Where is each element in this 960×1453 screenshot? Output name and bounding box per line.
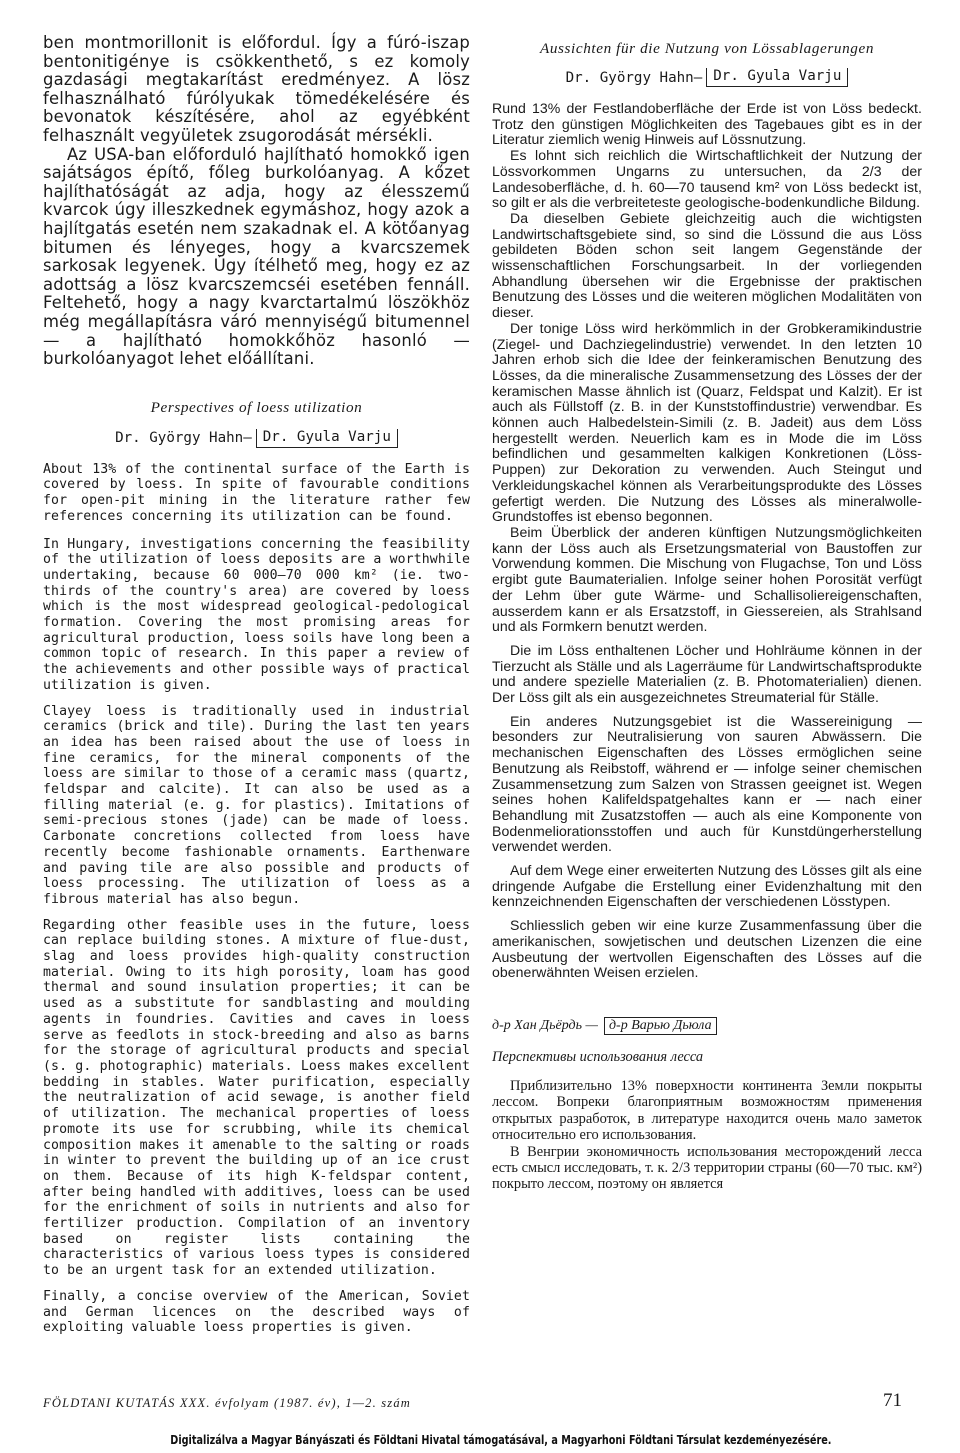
russian-author-2: д-р Варью Дьюла	[604, 1017, 717, 1035]
german-paragraph-1: Es lohnt sich reichlich die Wirtschaftlichkeit der Nutzung der Lössvorkommen Ungarns zu untersuchen, da 2/3 der Landesoberfläche, d. h. 60—70 tausend km² von Löss bedeckt ist, so gilt er als die verbreiteteste geologische-bodenkundliche Bildung.	[492, 147, 922, 211]
english-body-4	[43, 1289, 470, 1336]
russian-title: Перспективы использования лесса	[492, 1048, 704, 1065]
english-paragraph-3: Regarding other feasible uses in the future, loess can replace building stones. A mixture of flue-dust, slag and loess provides high-quality construction material. Owing to its high porosity, loam has good thermal and sound insulation properties; it can be used as a substitute for sandblasting and moulding agents in foundries. Cavities and caves in loess serve as feedlots in stock-breeding and also as barns for the storage of agricultural products and special (s. g. photographic) materials. Loess makes excellent bedding in stables. Water purification, especially the neutralization of acid sewage, is another field of utilization. The mechanical properties of loess promote its use for scrubbing, while its chemical composition makes it amenable to the salting or roads in winter to prevent the building up of an ice crust on them. Because of its high K-feldspar content, after being handled with additives, loess can be used for the enrichment of soils in nutrients and also for fertilizer production. Compilation of an inventory based on register lists containing the characteristics of various loess types is considered to be an urgent task for an extended utilization.	[43, 917, 470, 1279]
english-author-2: Dr. Gyula Varju	[256, 429, 398, 448]
german-authors	[492, 68, 922, 87]
right-column	[492, 40, 922, 1193]
german-paragraph-5: Die im Löss enthaltenen Löcher und Hohlräume können in der Tierzucht als Ställe und als Lagerräume für Landwirtschaftsprodukte und andere spezielle Materialien (z. B. Photomaterialien) dienen. Der Löss gilt als ein ausgezeichnetes Streumaterial für Ställe.	[492, 641, 922, 706]
german-author-2: Dr. Gyula Varju	[706, 68, 848, 87]
english-body-2	[43, 704, 470, 908]
english-author-1: Dr. György Hahn—	[115, 430, 252, 447]
english-abstract	[43, 462, 470, 525]
russian-authors	[492, 1017, 922, 1035]
german-paragraph-3: Der tonige Löss wird herkömmlich in der Grobkeramikindustrie (Ziegel- und Dachziegelindustrie) verwendet. In den letzten 10 Jahren erhob sich die Idee der feinkeramischen Benutzung des Lösses, da die mineralische Zusammensetzung des Lösses der der keramischen Masse ähnlich ist (Quarz, Feldspat und Kalzit). Er ist auch als Füllstoff (z. B. in der Kunststoffindustrie) verwendbar. Es können auch Halbedelstein-Simili (z. B. Jadeit) aus dem Löss hergestellt werden. Neuerlich kam es in Mode die im Löss befindlichen und gesammelten kalkigen Konkretionen (Löss-Puppen) zur Dekoration zu verwenden. Auch Steingut und Verkleidungskachel können als Verarbeitungsprodukte des Lösses gefertigt werden. Die Nutzung des Lösses als mineralwolle-Grundstoffes ist ebenso begonnen.	[492, 319, 922, 525]
journal-footer: FÖLDTANI KUTATÁS XXX. évfolyam (1987. év), 1—2. szám	[43, 1396, 412, 1410]
left-column	[43, 34, 470, 1336]
german-paragraph-7: Auf dem Wege einer erweiterten Nutzung des Lösses gilt als eine dringende Aufgabe die Erstellung einer Evidenzhaltung mit den kennzeichnenden Eigenschaften der verschiedenen Lösstypen.	[492, 862, 922, 910]
german-paragraph-6: Ein anderes Nutzungsgebiet ist die Wassereinigung — besonders zur Neutralisierung von sauren Abwässern. Die mechanischen Eigenschaften des Lösses ermöglichen seine Benutzung als Reibstoff, während er — infolge seiner chemischen Zusammensetzung zum Salzen von Strassen geeignet ist. Wegen seines hohen Kalifeldspatgehaltes kann er — nach einer Behandlung mit Zusatzstoffen — auch als eine Komponente von Bodenmeliorationsstoffen und auch für Kunstdüngerherstellung verwendet werden.	[492, 712, 922, 855]
hungarian-paragraph-2: Az USA-ban előforduló hajlítható homokkő igen sajátságos építő, főleg burkolóanyag. A kőzet hajlíthatóságát az adja, hogy az élesszemű kvarcok úgy illeszkednek egymáshoz, hogy azok a hajlítgatás esetén nem szakadnak el. A kötőanyag bitumen és lényeges, hogy a kvarcszemek sarkosak legyenek. Úgy ítélhető meg, hogy ez az adottság a lösz kvarcszemcséi esetében fennáll. Feltehető, hogy a nagy kvarctartalmú löszökhöz még megállapításra váró mennyiségű bitumennel — a hajlítható homokkőhöz hasonló — burkolóanyagot lehet előállítani.	[43, 144, 470, 369]
german-author-1: Dr. György Hahn—	[565, 69, 703, 86]
english-paragraph-4: Finally, a concise overview of the American, Soviet and German licences on the described ways of exploiting valuable loess properties is given.	[43, 1288, 470, 1336]
russian-paragraph-2: В Венгрии экономичность использования месторождений лесса есть смысл исследовать, т. к. 2/3 территории страны (60—70 тыс. км²) покрыто лессом, поэтому он является	[492, 1143, 922, 1193]
english-body-3	[43, 918, 470, 1279]
english-authors	[43, 429, 470, 448]
german-paragraph-4: Beim Überblick der anderen künftigen Nutzungsmöglichkeiten kann der Löss auch als Ersetzungsmaterial von Baustoffen zur Vorwendung kommen. Die Mischung von Flugachse, Ton und Löss ergibt gute Baumaterialien. Infolge seiner hohen Porosität verfügt der Lehm über gute Wärme- und Schallisoliereigenschaften, ausserdem kann er als Ersatzstoff, in Giessereien, als Strahlsand und als Formkern benutzt werden.	[492, 523, 922, 635]
english-paragraph-2: Clayey loess is traditionally used in industrial ceramics (brick and tile). During the last ten years an idea has been raised about the use of loess in fine ceramics, for the mineral components of the loess are similar to those of a ceramic mass (quartz, feldspar and calcite). It can also be used as a filling material (e. g. for plastics). Imitations of semi-precious stones (jade) can be made of loess. Carbonate concretions collected from loess have recently become fashionable ornaments. Earthenware and paving tile are also possible and products of loess processing. The utilization of loess as a fibrous material has also begun.	[43, 703, 470, 907]
page-number: 71	[883, 1390, 902, 1411]
english-paragraph-1: In Hungary, investigations concerning the feasibility of the utilization of loess deposits are a worthwhile undertaking, because 60 000—70 000 km² (ie. two-thirds of the country's area) are covered by loess which is the most widespread geological-pedological formation. Covering the most promising areas for agricultural production, loess soils have long been a common topic of research. In this paper a review of the achievements and other possible ways of practical utilization is given.	[43, 536, 470, 693]
digitization-note: Digitalizálva a Magyar Bányászati és Földtani Hivatal támogatásával, a Magyarhoni Földtani Társulat kezdeményezésére.	[170, 1432, 832, 1447]
russian-author-1: д-р Хан Дьёрдь —	[492, 1017, 598, 1033]
german-abstract-paragraph: Rund 13% der Festlandoberfläche der Erde ist von Löss bedeckt. Trotz den günstigen Möglichkeiten des Tagebaues gibt es in der Literatur ziemlich wenig Hinweis auf Lössnutzung.	[492, 100, 922, 148]
russian-paragraph-1: Приблизительно 13% поверхности континента Земли покрыты лессом. Вопреки благоприятным возможностям применения открытых разработок, в литературе находится очень мало заметок относительно его использования.	[492, 1077, 922, 1144]
german-paragraph-2: Da dieselben Gebiete gleichzeitig auch die wichtigsten Landwirtschaftsgebiete sind, so sind die Lössund die aus Löss gebildeten Böden schon seit langem Gegenstände der wissenschaftlichen Forschungsarbeit. In der vorliegenden Abhandlung übersehen wir die Ergebnisse der praktischen Benutzung des Lösses und die weiteren möglichen Modalitäten von dieser.	[492, 209, 922, 321]
english-body	[43, 537, 470, 694]
german-paragraph-8: Schliesslich geben wir eine kurze Zusammenfassung über die amerikanischen, sowjetischen und deutschen Lizenzen die eine Ausbeutung der wertvollen Eigenschaften des Lösses auf die obenerwähnten Weisen erzielen.	[492, 917, 922, 981]
english-abstract-paragraph: About 13% of the continental surface of the Earth is covered by loess. In spite of favourable conditions for open-pit mining in the literature rather few references concerning its utilization can be found.	[43, 461, 470, 524]
hungarian-paragraph-1: ben montmorillonit is előfordul. Így a fúró-iszap bentonitigénye is csökkenthető, s ez komoly gazdasági megtakarítást eredményez. A lösz felhasználható fúrólyukak tömedékelésére és bevonatok készítésére, ahol az egyébként felhasznált vegyületek zsugorodását mérsékli.	[43, 33, 470, 145]
german-title: Aussichten für die Nutzung von Lössablagerungen	[539, 40, 875, 57]
english-title: Perspectives of loess utilization	[150, 398, 363, 416]
